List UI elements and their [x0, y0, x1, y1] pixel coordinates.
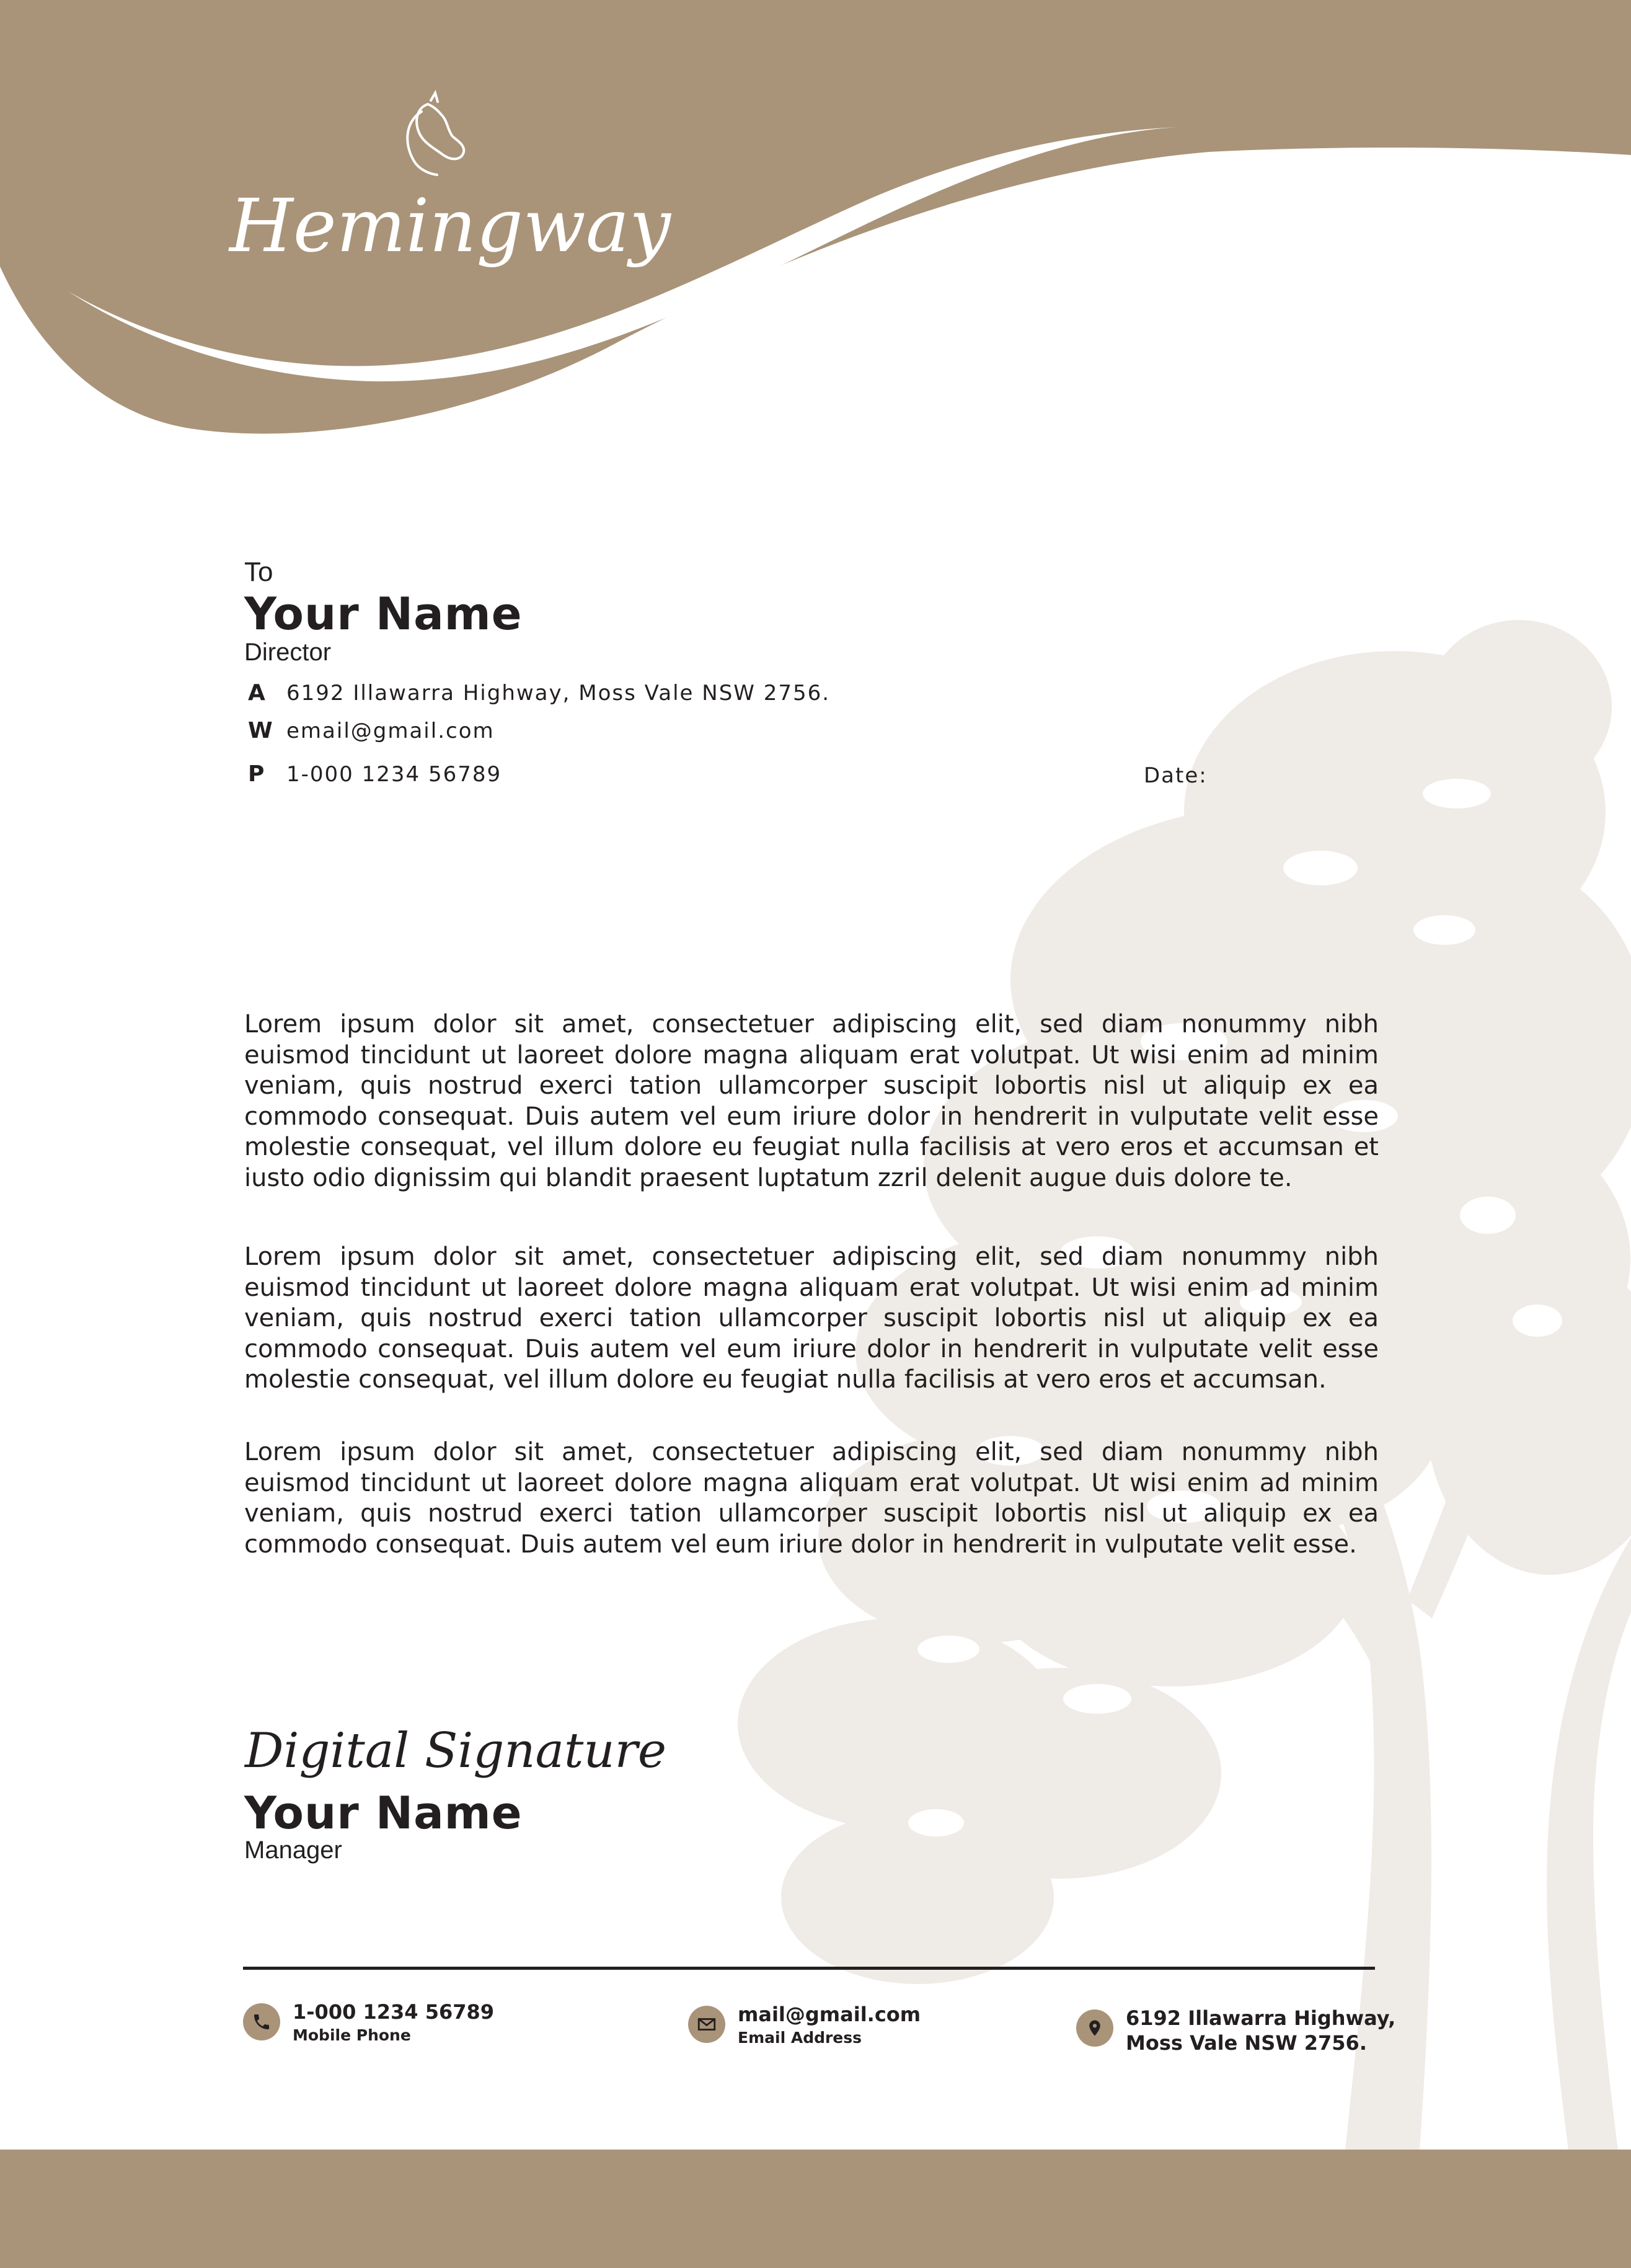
recipient-email-row [248, 718, 495, 743]
recipient-address: 6192 Illawarra Highway, Moss Vale NSW 2756. [286, 680, 831, 706]
footer-address [1076, 2006, 1395, 2055]
recipient-phone: 1-000 1234 56789 [286, 761, 502, 787]
footer-phone-label: Mobile Phone [293, 2026, 411, 2044]
recipient-title: Director [244, 639, 332, 666]
date-label: Date: [1144, 763, 1208, 788]
footer-address-line1: 6192 Illawarra Highway, [1126, 2006, 1396, 2030]
signature-text: Digital Signature [245, 1723, 667, 1779]
footer-email-label: Email Address [738, 2029, 862, 2047]
footer-divider [243, 1967, 1375, 1970]
phone-key: P [248, 761, 266, 787]
horse-head-icon [417, 104, 464, 159]
footer-email [688, 2002, 921, 2049]
footer-band [0, 2150, 1631, 2268]
body-paragraph-3: Lorem ipsum dolor sit amet, consectetuer adipiscing elit, sed diam nonummy nibh euismod tincidunt ut laoreet dolore magna aliquam erat volutpat. Ut wisi enim ad minim veniam, quis nostrud exerci tation ullamcorper suscipit lobortis nisl ut aliquip ex ea commodo consequat. Duis autem vel eum iriure dolor in hendrerit in vulputate velit esse. [244, 1438, 1379, 1559]
recipient-email: email@gmail.com [286, 718, 495, 743]
footer-phone [243, 2000, 494, 2047]
address-key: A [248, 680, 267, 706]
to-label: To [244, 557, 273, 587]
footer-email-value: mail@gmail.com [738, 2003, 921, 2026]
sender-title: Manager [244, 1836, 342, 1864]
logo-wordmark: Hemingway [229, 183, 671, 268]
recipient-name: Your Name [244, 588, 523, 640]
body-paragraph-2: Lorem ipsum dolor sit amet, consectetuer adipiscing elit, sed diam nonummy nibh euismod tincidunt ut laoreet dolore magna aliquam erat volutpat. Ut wisi enim ad minim veniam, quis nostrud exerci tation ullamcorper suscipit lobortis nisl ut aliquip ex ea commodo consequat. Duis autem vel eum iriure dolor in hendrerit in vulputate velit esse molestie consequat, vel illum dolore eu feugiat nulla facilisis at vero eros et accumsan. [244, 1243, 1379, 1394]
sender-name: Your Name [244, 1787, 523, 1839]
phone-icon [243, 2003, 280, 2040]
body-paragraph-1: Lorem ipsum dolor sit amet, consectetuer adipiscing elit, sed diam nonummy nibh euismod tincidunt ut laoreet dolore magna aliquam erat volutpat. Ut wisi enim ad minim veniam, quis nostrud exerci tation ullamcorper suscipit lobortis nisl ut aliquip ex ea commodo consequat. Duis autem vel eum iriure dolor in hendrerit in vulputate velit esse molestie consequat, vel illum dolore eu feugiat nulla facilisis at vero eros et accumsan et iusto odio dignissim qui blandit praesent luptatum zzril delenit augue duis dolore te. [244, 1010, 1379, 1192]
location-pin-icon [1076, 2009, 1113, 2047]
footer-phone-value: 1-000 1234 56789 [293, 2000, 495, 2024]
mail-icon [688, 2006, 725, 2043]
hemingway-logo [217, 87, 671, 298]
recipient-phone-row [248, 761, 502, 787]
email-key: W [248, 718, 274, 743]
footer-address-line2: Moss Vale NSW 2756. [1126, 2031, 1367, 2055]
recipient-address-row [248, 680, 830, 706]
digital-signature [239, 1699, 685, 1798]
